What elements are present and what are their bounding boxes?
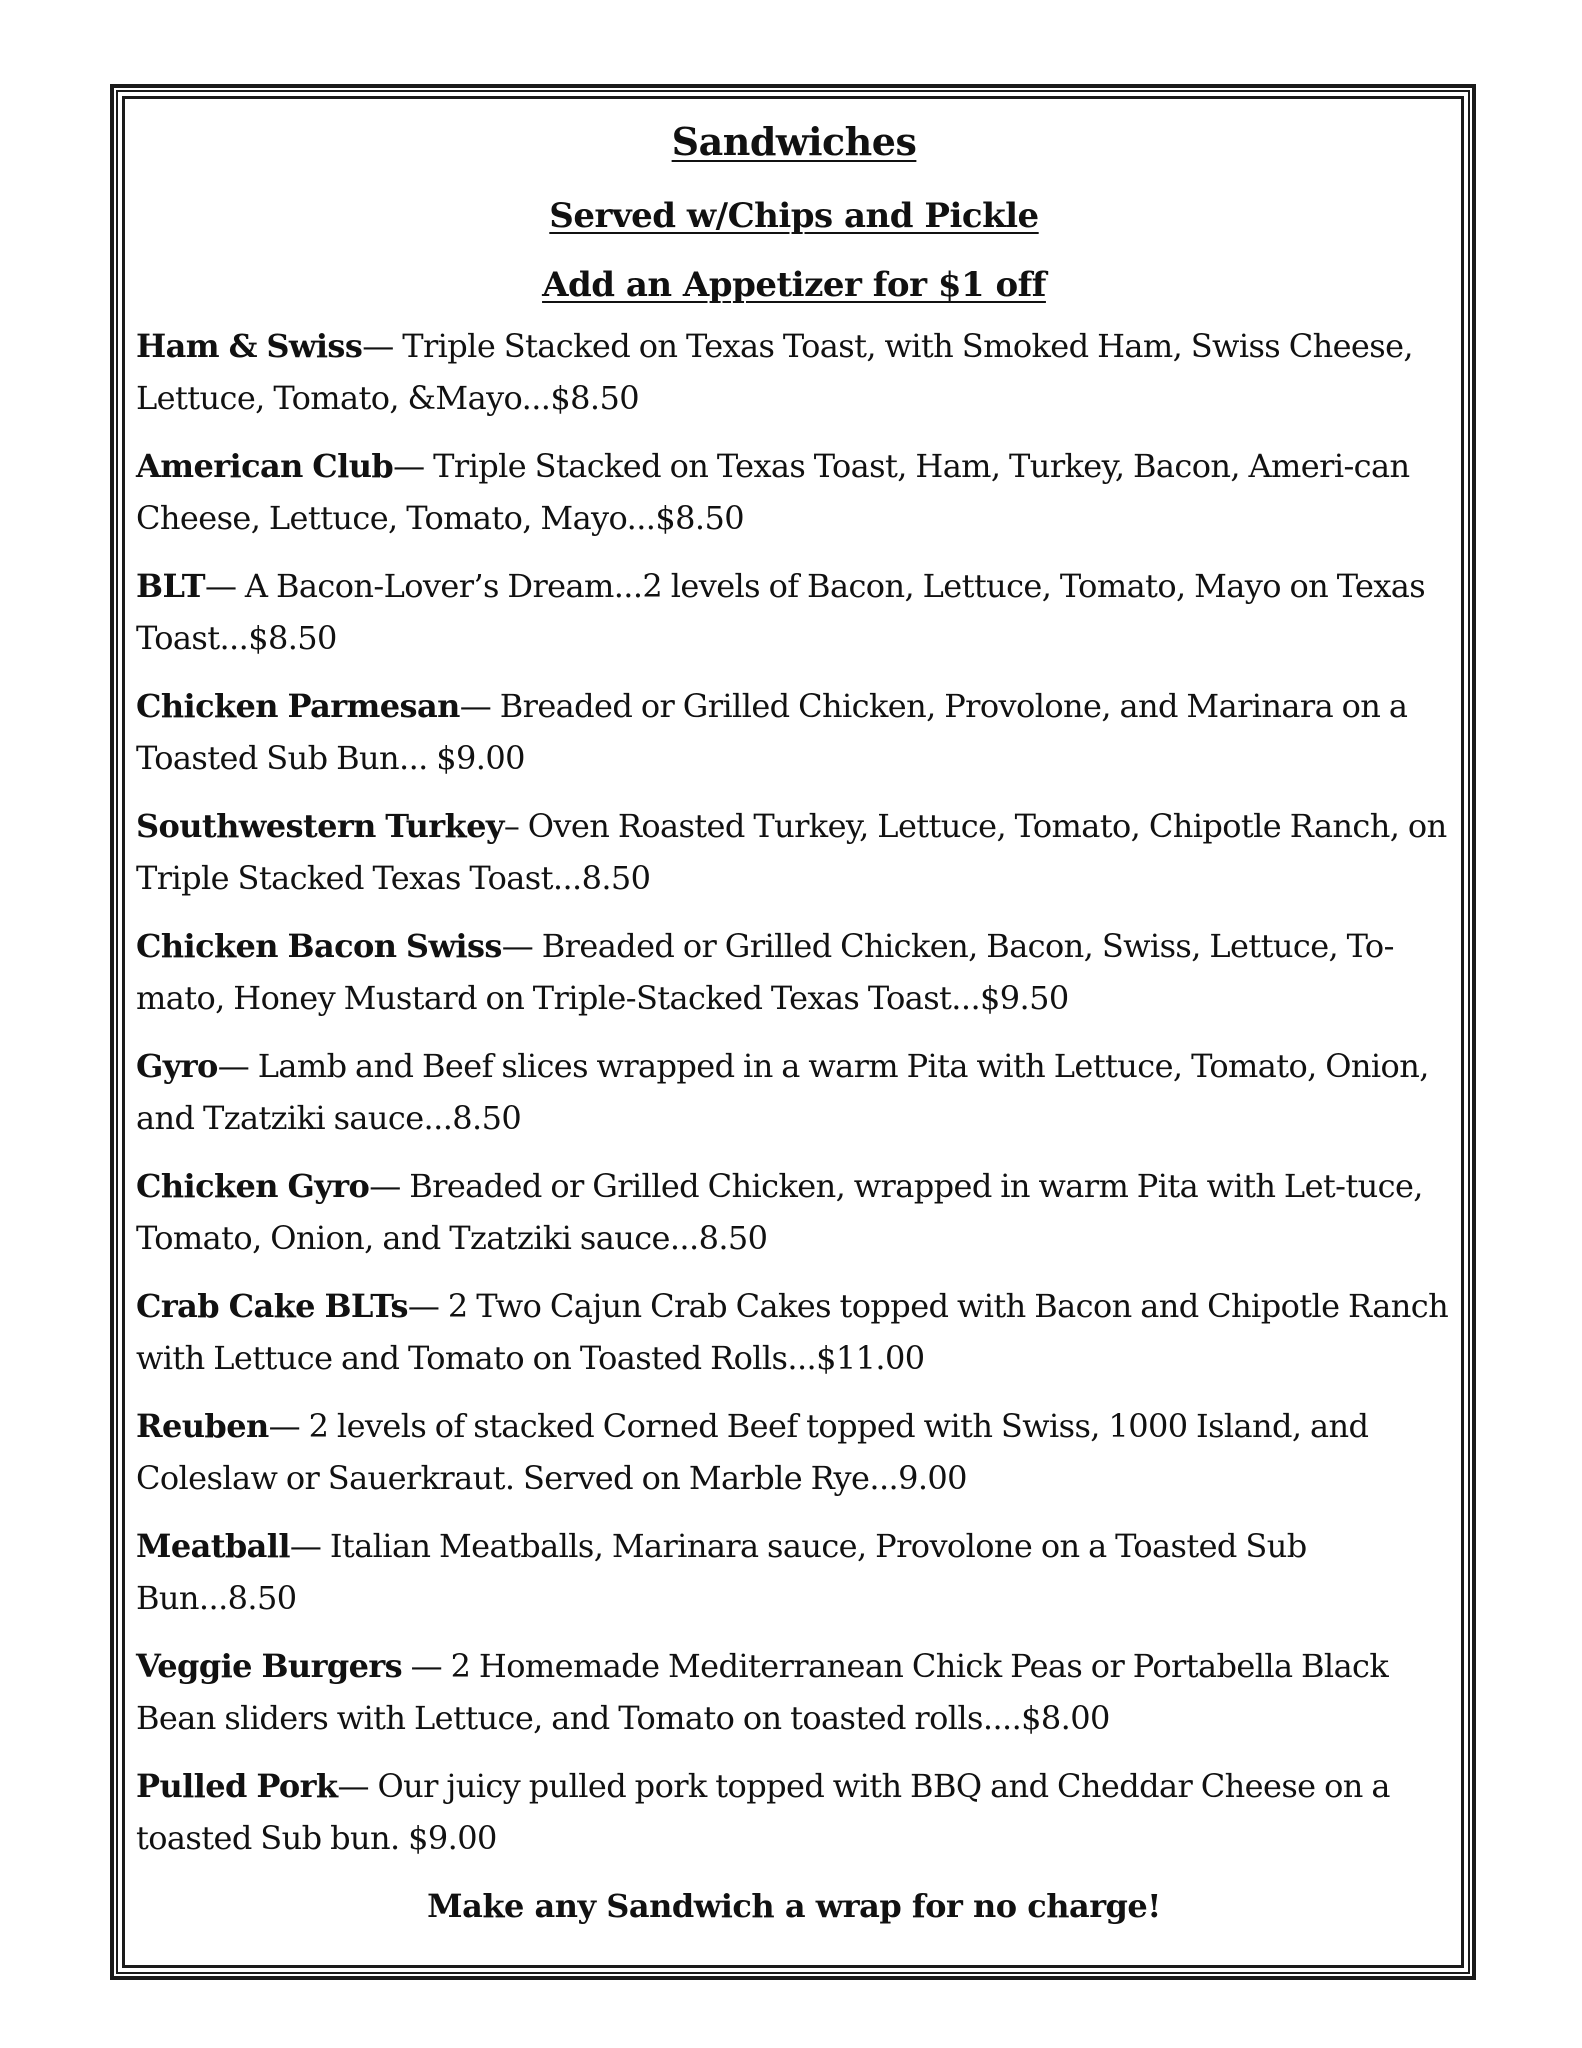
menu-item-description: — Italian Meatballs, Marinara sauce, Provolone on a Toasted Sub Bun...8.50 (136, 1527, 1307, 1617)
menu-item-description: — A Bacon-Lover’s Dream...2 levels of Bacon, Lettuce, Tomato, Mayo on Texas Toast...$8.50 (136, 567, 1426, 657)
menu-content (136, 112, 1452, 1932)
menu-item-name: Chicken Parmesan (136, 687, 460, 725)
menu-item-name: Pulled Pork (136, 1767, 338, 1805)
menu-item (136, 920, 1452, 1024)
menu-item (136, 440, 1452, 544)
menu-item (136, 680, 1452, 784)
menu-item (136, 1400, 1452, 1504)
menu-subtitle: Served w/Chips and Pickle (549, 196, 1039, 236)
menu-item-name: Meatball (136, 1527, 290, 1565)
menu-title: Sandwiches (671, 119, 917, 164)
menu-item-name: American Club (136, 447, 394, 485)
menu-item (136, 1640, 1452, 1744)
menu-item-description: — 2 Two Cajun Crab Cakes topped with Bacon and Chipotle Ranch with Lettuce and Tomato on Toasted Rolls...$11.00 (136, 1287, 1449, 1377)
menu-item (136, 800, 1452, 904)
menu-item-name: Reuben (136, 1407, 269, 1445)
menu-item (136, 1040, 1452, 1144)
menu-item (136, 320, 1452, 424)
menu-item (136, 1160, 1452, 1264)
menu-item-description: — Triple Stacked on Texas Toast, with Smoked Ham, Swiss Cheese, Lettuce, Tomato, &Mayo...$8.50 (136, 327, 1413, 417)
menu-item-name: Veggie Burgers (136, 1647, 403, 1685)
menu-item-description: — 2 levels of stacked Corned Beef topped with Swiss, 1000 Island, and Coleslaw or Sauerkraut. Served on Marble Rye...9.00 (136, 1407, 1369, 1497)
menu-item-description: — Breaded or Grilled Chicken, Bacon, Swiss, Lettuce, To-mato, Honey Mustard on Triple-Stacked Texas Toast...$9.50 (136, 927, 1394, 1017)
menu-item-name: BLT (136, 567, 205, 605)
menu-item-name: Ham & Swiss (136, 327, 363, 365)
menu-item (136, 560, 1452, 664)
menu-promo: Add an Appetizer for $1 off (542, 265, 1046, 305)
menu-item-name: Southwestern Turkey (136, 807, 504, 845)
menu-item-description: — 2 Homemade Mediterranean Chick Peas or Portabella Black Bean sliders with Lettuce, and Tomato on toasted rolls....$8.00 (136, 1647, 1389, 1737)
menu-item-description: – Oven Roasted Turkey, Lettuce, Tomato, Chipotle Ranch, on Triple Stacked Texas Toast...8.50 (136, 807, 1447, 897)
menu-item (136, 1280, 1452, 1384)
menu-item-description: — Our juicy pulled pork topped with BBQ and Cheddar Cheese on a toasted Sub bun. $9.00 (136, 1767, 1390, 1857)
menu-item-description: — Triple Stacked on Texas Toast, Ham, Turkey, Bacon, Ameri-can Cheese, Lettuce, Tomato, Mayo...$8.50 (136, 447, 1410, 537)
menu-item-name: Crab Cake BLTs (136, 1287, 408, 1325)
menu-item (136, 1760, 1452, 1864)
menu-item-description: — Breaded or Grilled Chicken, wrapped in warm Pita with Let-tuce, Tomato, Onion, and Tzatziki sauce...8.50 (136, 1167, 1423, 1257)
menu-item-name: Gyro (136, 1047, 218, 1085)
menu-item (136, 1520, 1452, 1624)
menu-item-name: Chicken Gyro (136, 1167, 370, 1205)
menu-item-name: Chicken Bacon Swiss (136, 927, 502, 965)
menu-item-description: — Lamb and Beef slices wrapped in a warm Pita with Lettuce, Tomato, Onion, and Tzatziki sauce...8.50 (136, 1047, 1429, 1137)
menu-footer-note: Make any Sandwich a wrap for no charge! (427, 1887, 1161, 1925)
menu-item-description: — Breaded or Grilled Chicken, Provolone, and Marinara on a Toasted Sub Bun... $9.00 (136, 687, 1408, 777)
